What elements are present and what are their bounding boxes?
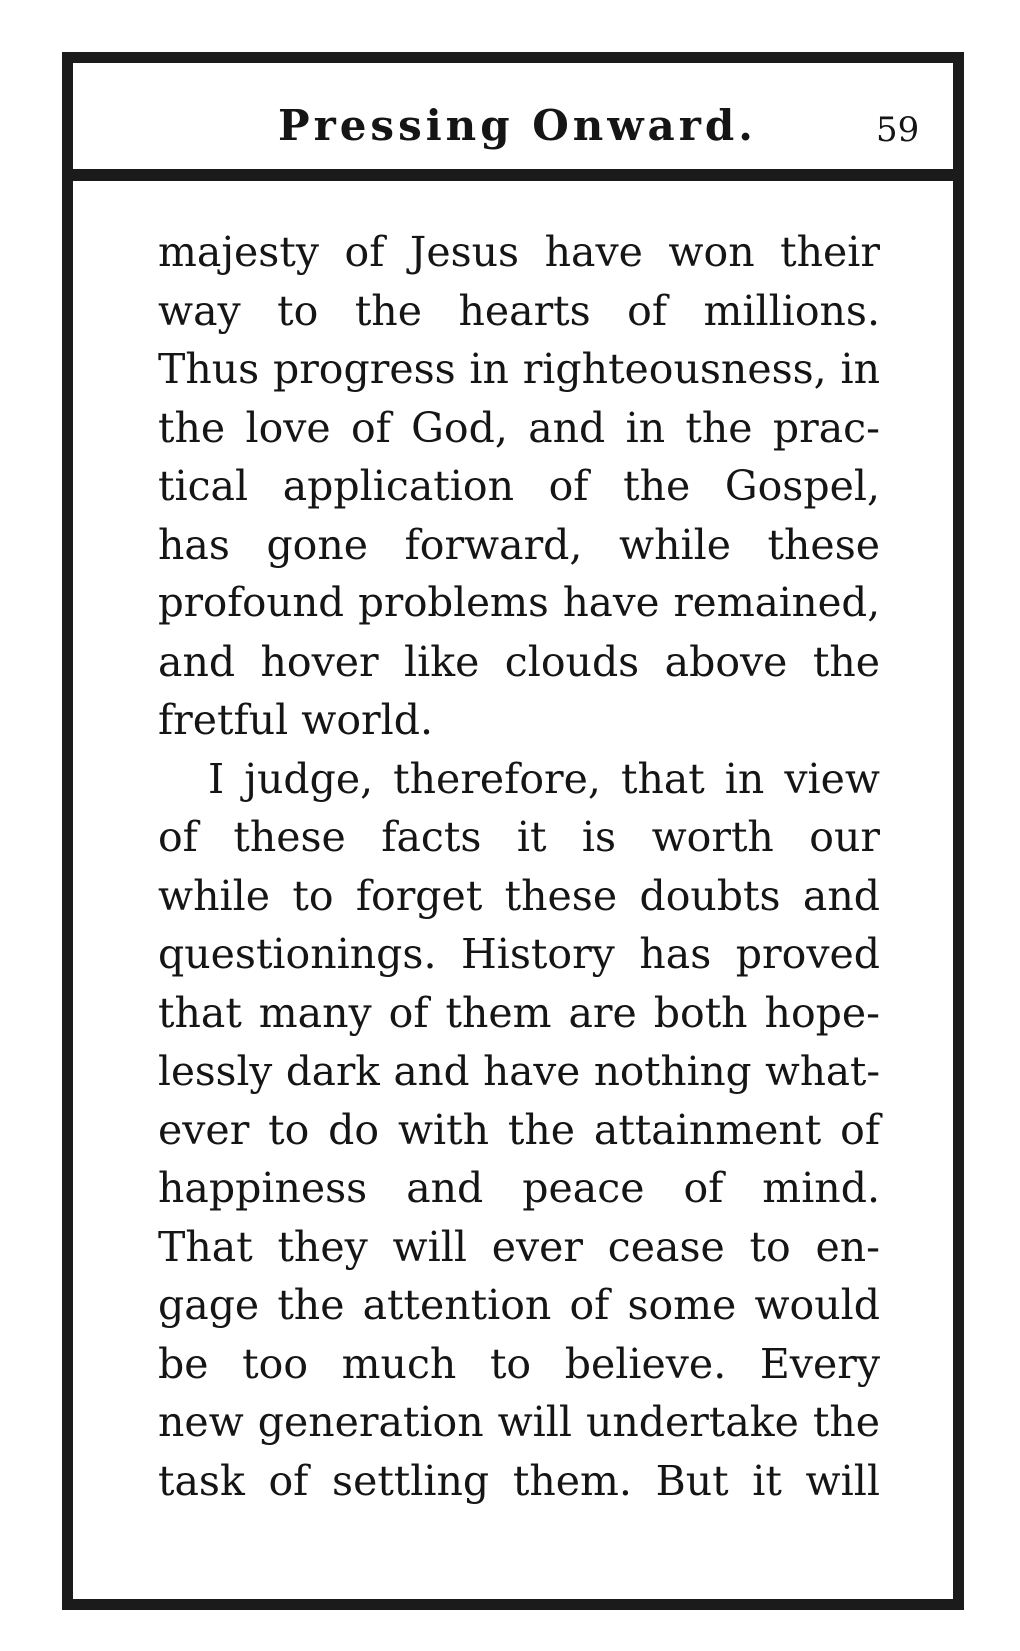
text-line: has gone forward, while these (158, 520, 880, 569)
text-line: Thus progress in righteousness, in (158, 345, 880, 393)
text-line: tical application of the Gospel, (158, 462, 880, 510)
body-text (158, 223, 880, 1510)
text-line: be too much to believe. Every (158, 1339, 880, 1388)
text-line: fretful world. (158, 696, 434, 744)
text-line: while to forget these doubts and (158, 871, 880, 920)
running-header (73, 63, 953, 181)
text-line: way to the hearts of millions. (158, 286, 880, 335)
page-number: 59 (876, 110, 920, 150)
text-line: majesty of Jesus have won their (158, 228, 880, 276)
text-line: That they will ever cease to en- (158, 1222, 880, 1271)
running-title: Pressing Onward. (278, 101, 757, 150)
text-line: new generation will undertake the (158, 1398, 880, 1446)
text-line: the love of God, and in the prac- (158, 403, 880, 452)
text-line: profound problems have remained, (158, 580, 880, 626)
text-line: I judge, therefore, that in view (208, 754, 880, 803)
text-line: ever to do with the attainment of (158, 1105, 880, 1154)
text-line: lessly dark and have nothing what- (158, 1047, 880, 1095)
text-line: gage the attention of some would (158, 1281, 880, 1329)
text-line: that many of them are both hope- (158, 988, 880, 1037)
text-line: happiness and peace of mind. (158, 1164, 880, 1212)
page-border (62, 52, 964, 1610)
text-line: and hover like clouds above the (158, 637, 880, 686)
text-line: of these facts it is worth our (158, 813, 880, 861)
text-line: questionings. History has proved (158, 930, 880, 978)
text-line: task of settling them. But it will (158, 1456, 880, 1505)
